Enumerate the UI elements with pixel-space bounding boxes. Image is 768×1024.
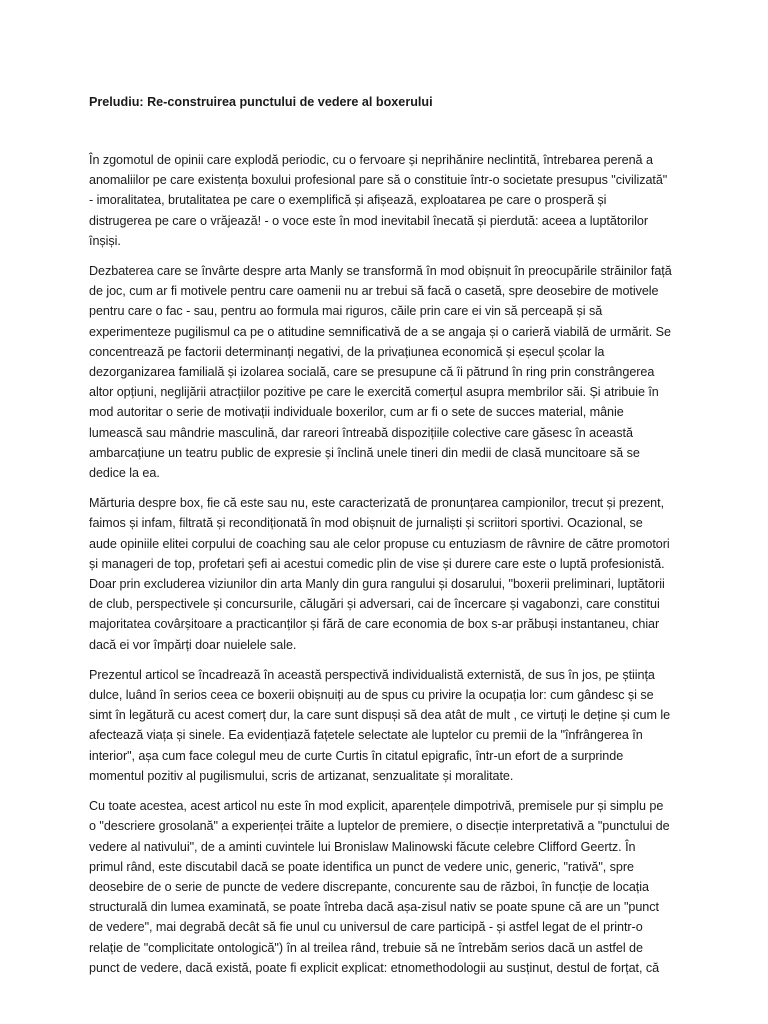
document-body — [89, 150, 672, 978]
paragraph-3: Mărturia despre box, fie că este sau nu, este caracterizată de pronunțarea campionilor, trecut și prezent, faimos și infam, filtrată și recondiționată în mod obișnuit de jurnaliști și scriitori sportivi. Ocazional, se aude opiniile elitei corpului de coaching sau ale celor propuse cu entuziasm de râvnire de către promotori și manageri de top, profetari șefi ai acestui comedic plin de vise și durere care este o luptă profesionistă. Doar prin excluderea viziunilor din arta Manly din gura rangului și dosarului, "boxerii preliminari, luptătorii de club, perspectivele și concursurile, călugări și adversari, cai de încercare și vagabonzi, care constitui majoritatea covârșitoare a practicanților și fără de care economia de box s-ar prăbuși instantaneu, chiar dacă ei vor împărți doar nuielele sale. — [89, 496, 670, 652]
paragraph-1: În zgomotul de opinii care explodă periodic, cu o fervoare și neprihănire neclintită, întrebarea perenă a anomaliilor pe care existența boxului profesional pare să o constituie într-o societate presupus "civilizată" - imoralitatea, brutalitatea pe care o exemplifică și afișează, exploatarea pe care o prosperă și distrugerea pe care o vrăjează! - o voce este în mod inevitabil înecată și pierdută: aceea a luptătorilor înșiși. — [89, 153, 668, 248]
paragraph-5: Cu toate acestea, acest articol nu este în mod explicit, aparențele dimpotrivă, premisele pur și simplu pe o "descriere grosolană" a experienței trăite a luptelor de premiere, o disecție interpretativă a "punctului de vedere al nativului", de a aminti cuvintele lui Bronislaw Malinowski făcute celebre Clifford Geertz. În primul rând, este discutabil dacă se poate identifica un punct de vedere unic, generic, "rativă", spre deosebire de o serie de puncte de vedere discrepante, concurente sau de război, în funcție de locația structurală din lumea examinată, se poate întreba dacă așa-zisul nativ se poate spune că are un "punct de vedere", mai degrabă decât să fie unul cu universul de care participă - și astfel legat de el printr-o relație de "complicitate ontologică") în al treilea rând, trebuie să ne întrebăm serios dacă un astfel de punct de vedere, dacă există, poate fi explicit explicat: etnomethodologii au susținut, destul de forțat, că — [89, 799, 670, 975]
document-title: Preludiu: Re-construirea punctului de vedere al boxerului — [89, 95, 433, 109]
paragraph-2: Dezbaterea care se învârte despre arta Manly se transformă în mod obișnuit în preocupările străinilor față de joc, cum ar fi motivele pentru care oamenii nu ar trebui să facă o casetă, spre deosebire de motivele pentru care o fac - sau, pentru ao formula mai riguros, căile prin care ei vin să perceapă și să experimenteze pugilismul ca pe o atitudine semnificativă de a se angaja și o carieră viabilă de urmărit. Se concentrează pe factorii determinanți negativi, de la privațiunea economică și eșecul școlar la dezorganizarea familială și izolarea socială, care se presupune că îi pătrund în ring prin constrângerea altor opțiuni, neglijării atracțiilor pozitive pe care le exercită comerțul asupra membrilor săi. Și atribuie în mod autoritar o serie de motivații individuale boxerilor, cum ar fi o sete de succes material, mânie lumească sau mândrie masculină, dar rareori întreabă dispozițiile colective care găsesc în această ambarcațiune un teatru public de expresie și înclină unele tineri din medii de clasă muncitoare să se dedice la ea. — [89, 264, 672, 481]
paragraph-4: Prezentul articol se încadrează în această perspectivă individualistă externistă, de sus în jos, pe știința dulce, luând în serios ceea ce boxerii obișnuiți au de spus cu privire la ocupația lor: cum gândesc și se simt în legătură cu acest comerț dur, la care sunt dispuși să dea atât de mult , ce virtuți le deține și cum le afectează viața și sinele. Ea evidențiază fațetele selectate ale luptelor cu premii de la "înfrângerea în interior", așa cum face colegul meu de curte Curtis în citatul epigrafic, într-un efort de a surprinde momentul pozitiv al pugilismului, scris de artizanat, senzualitate și moralitate. — [89, 667, 671, 783]
